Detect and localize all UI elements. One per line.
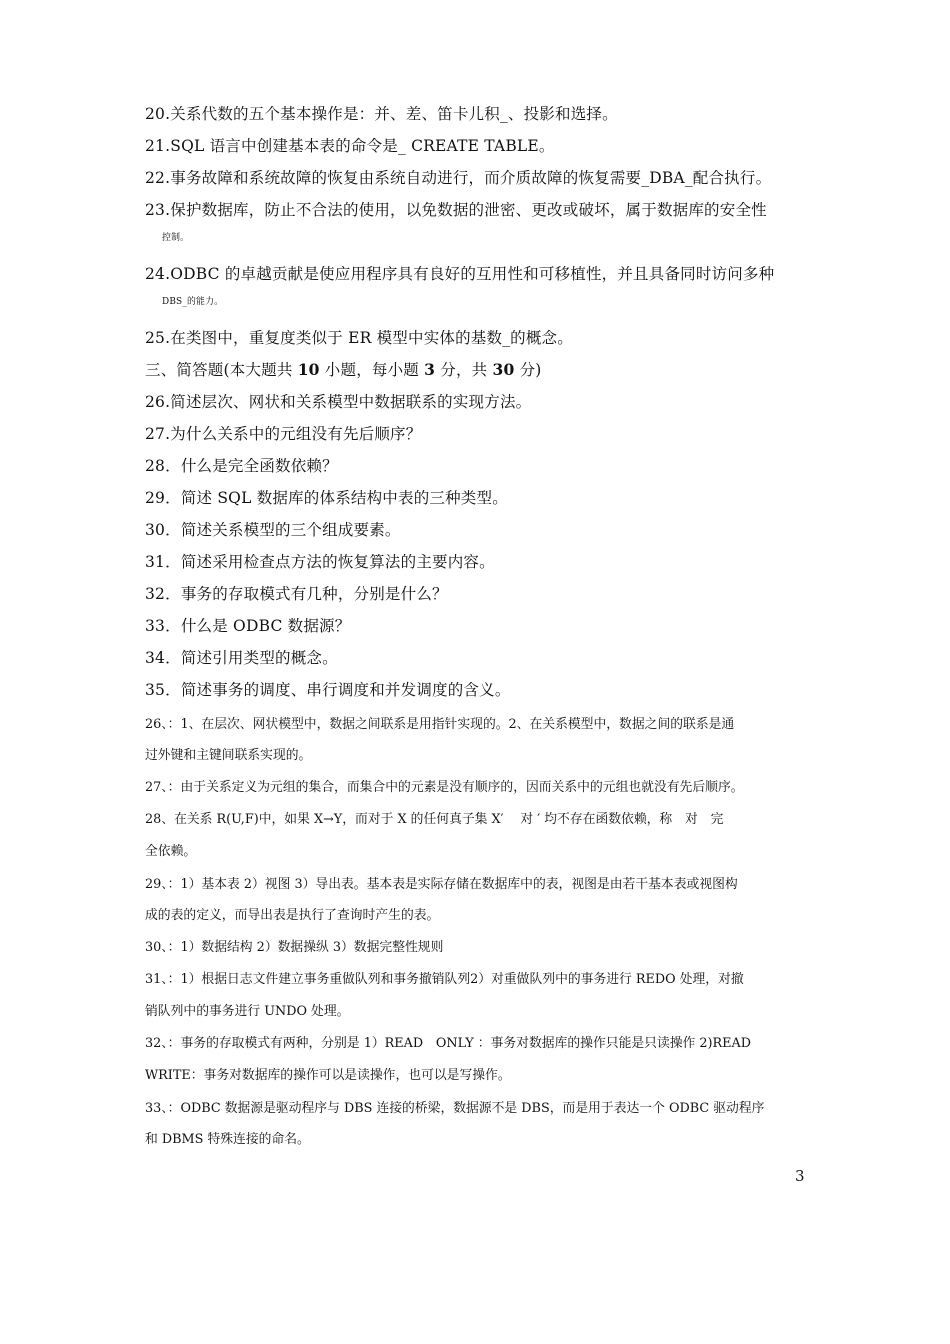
answer-29: 29、：1）基本表 2）视图 3）导出表。基本表是实际存储在数据库中的表，视图是由若干基本表或视图构 [145,877,738,892]
section-heading-count: 10 [297,360,320,379]
question-31: 31．简述采用检查点方法的恢复算法的主要内容。 [145,553,495,571]
question-26: 26.简述层次、网状和关系模型中数据联系的实现方法。 [145,393,532,411]
answer-33: 33、：ODBC 数据源是驱动程序与 DBS 连接的桥梁，数据源不是 DBS，而是用于表达一个 ODBC 驱动程序 [145,1101,765,1116]
answer-32: 32、：事务的存取模式有两种，分别是 1）READ ONLY ：事务对数据库的操作只能是只读操作 2)READ [145,1036,752,1051]
answer-26-cont: 过外键和主键间联系实现的。 [145,748,312,763]
answer-30: 30、：1）数据结构 2）数据操纵 3）数据完整性规则 [145,940,444,955]
fill-in-item-25: 25.在类图中，重复度类似于 ER 模型中实体的基数_的概念。 [145,329,573,347]
answer-31: 31、：1）根据日志文件建立事务重做队列和事务撤销队列2）对重做队列中的事务进行 REDO 处理，对撤 [145,972,744,987]
answer-33-cont: 和 DBMS 特殊连接的命名。 [145,1132,310,1147]
question-34: 34．简述引用类型的概念。 [145,649,338,667]
fill-in-item-21: 21.SQL 语言中创建基本表的命令是_ CREATE TABLE。 [145,137,555,155]
question-33: 33．什么是 ODBC 数据源？ [145,617,351,635]
section-heading [145,358,810,380]
question-32: 32．事务的存取模式有几种，分别是什么？ [145,585,448,603]
section-heading-mid2: 分，共 [435,361,493,379]
question-29: 29．简述 SQL 数据库的体系结构中表的三种类型。 [145,489,508,507]
section-heading-prefix: 三、简答题(本大题共 [145,361,298,379]
question-27: 27.为什么关系中的元组没有先后顺序？ [145,425,422,443]
answer-26: 26、：1、在层次、网状模型中，数据之间联系是用指针实现的。2、在关系模型中，数据之间的联系是通 [145,717,735,732]
fill-in-item-24: 24.ODBC 的卓越贡献是使应用程序具有良好的互用性和可移植性，并且具备同时访问多种 [145,265,775,283]
section-heading-each: 3 [424,360,436,379]
answer-29-cont: 成的表的定义，而导出表是执行了查询时产生的表。 [145,908,440,923]
fill-in-item-22: 22.事务故障和系统故障的恢复由系统自动进行，而介质故障的恢复需要_DBA_配合执行。 [145,169,772,187]
page-number: 3 [795,1167,805,1185]
fill-in-item-24-cont: DBS_的能力。 [162,297,224,307]
answer-28: 28、在关系 R(U,F)中，如果 X→Y，而对于 X 的任何真子集 X′ 对 ′ 均不存在函数依赖，称 对 完 [145,812,724,827]
answer-31-cont: 销队列中的事务进行 UNDO 处理。 [145,1004,350,1019]
section-heading-total: 30 [492,360,515,379]
question-28: 28．什么是完全函数依赖？ [145,457,338,475]
fill-in-item-23: 23.保护数据库，防止不合法的使用，以免数据的泄密、更改或破坏，属于数据库的安全性 [145,201,767,219]
answer-32-cont: WRITE：事务对数据库的操作可以是读操作，也可以是写操作。 [145,1068,511,1083]
section-heading-suffix: 分) [514,361,542,379]
section-heading-mid: 小题，每小题 [319,361,425,379]
question-30: 30．简述关系模型的三个组成要素。 [145,521,401,539]
answer-27: 27、：由于关系定义为元组的集合，而集合中的元素是没有顺序的，因而关系中的元组也就没有先后顺序。 [145,780,744,795]
fill-in-item-20: 20.关系代数的五个基本操作是：并、差、笛卡儿积_、投影和选择。 [145,105,618,123]
fill-in-item-23-cont: 控制。 [162,233,190,243]
question-35: 35．简述事务的调度、串行调度和并发调度的含义。 [145,681,511,699]
answer-28-cont: 全依赖。 [145,844,197,859]
